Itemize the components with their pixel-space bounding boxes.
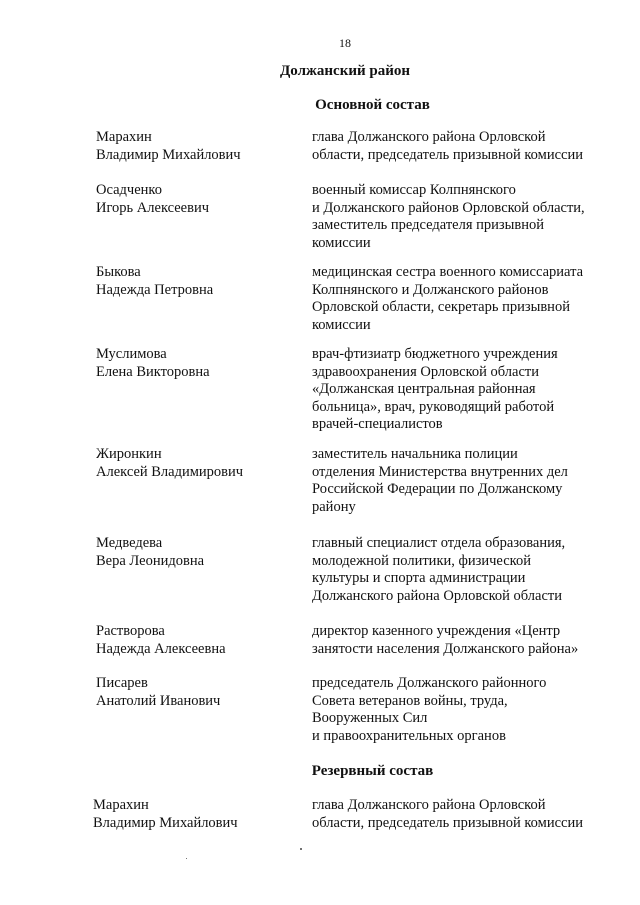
member-name [96,675,296,710]
role-line: молодежной политики, физической [312,552,531,569]
main-composition-title: Основной состав [315,97,430,113]
member-given-names: Алексей Владимирович [96,463,244,480]
member-given-names: Вера Леонидовна [96,552,205,569]
member-name [96,535,296,570]
member-surname: Марахин [96,129,152,145]
page-number: 18 [339,36,351,50]
role-line: главный специалист отдела образования, [312,535,566,551]
role-line: Колпнянского и Должанского районов [312,281,549,298]
role-line: больница», врач, руководящий работой [312,398,555,415]
member-given-names: Владимир Михайлович [93,814,238,831]
role-line: «Должанская центральная районная [312,381,536,397]
role-line: Должанского района Орловской области [312,587,562,604]
member-given-names: Анатолий Иванович [96,692,221,709]
member-role [312,535,612,605]
member-name [96,346,296,381]
member-surname: Писарев [96,675,148,691]
member-surname: Растворова [96,623,165,639]
role-line: и правоохранительных органов [312,727,506,744]
member-surname: Быкова [96,264,141,280]
member-name [93,797,293,832]
member-name [96,182,296,217]
role-line: председатель Должанского районного [312,675,547,691]
member-role [312,623,612,658]
role-line: занятости населения Должанского района» [312,640,579,657]
role-line: врач-фтизиатр бюджетного учреждения [312,346,558,362]
member-name [96,129,296,164]
role-line: директор казенного учреждения «Центр [312,623,561,639]
member-name [96,446,296,481]
scan-speck [186,858,187,859]
role-line: Орловской области, секретарь призывной [312,299,570,315]
role-line: отделения Министерства внутренних дел [312,463,568,480]
role-line: Российской Федерации по Должанскому [312,481,563,497]
member-name [96,264,296,299]
member-role [312,182,612,252]
role-line: культуры и спорта администрации [312,570,526,586]
role-line: области, председатель призывной комиссии [312,814,583,831]
member-role [312,346,612,434]
role-line: области, председатель призывной комиссии [312,146,583,163]
member-role [312,797,612,832]
role-line: врачей-специалистов [312,416,443,432]
role-line: комиссии [312,234,371,251]
member-given-names: Елена Викторовна [96,363,210,380]
role-line: Вооруженных Сил [312,710,428,726]
member-given-names: Надежда Алексеевна [96,640,226,657]
role-line: заместитель начальника полиции [312,446,518,462]
scan-speck [300,848,302,850]
member-surname: Медведева [96,535,163,551]
district-title: Должанский район [279,63,411,79]
member-surname: Осадченко [96,182,162,198]
role-line: глава Должанского района Орловской [312,129,546,145]
member-given-names: Игорь Алексеевич [96,199,210,216]
member-surname: Жиронкин [96,446,162,462]
member-given-names: Надежда Петровна [96,281,214,298]
role-line: заместитель председателя призывной [312,217,544,233]
member-role [312,129,612,164]
member-given-names: Владимир Михайлович [96,146,241,163]
role-line: медицинская сестра военного комиссариата [312,264,584,280]
role-line: району [312,498,356,515]
role-line: здравоохранения Орловской области [312,363,539,380]
role-line: комиссии [312,316,371,333]
role-line: Совета ветеранов войны, труда, [312,692,508,709]
role-line: глава Должанского района Орловской [312,797,546,813]
member-role [312,264,612,334]
role-line: военный комиссар Колпнянского [312,182,516,198]
member-surname: Марахин [93,797,149,813]
reserve-composition-title: Резервный состав [311,763,434,779]
member-role [312,446,612,516]
role-line: и Должанского районов Орловской области, [312,199,585,216]
member-role [312,675,612,745]
member-name [96,623,296,658]
member-surname: Муслимова [96,346,167,362]
